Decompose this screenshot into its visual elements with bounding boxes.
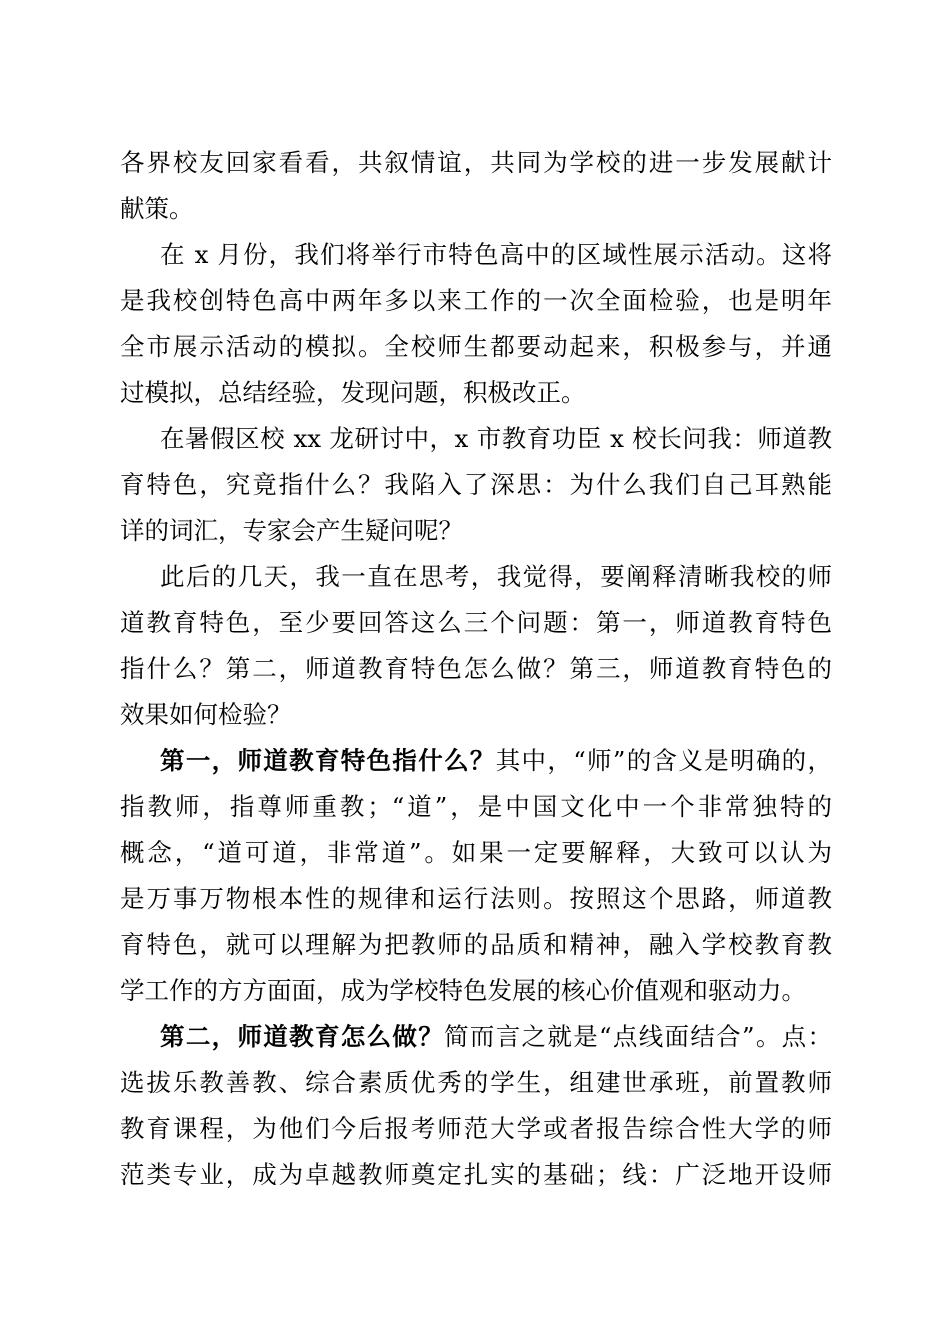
text-line: 指教师，指尊师重教；“道”，是中国文化中一个非常独特的 — [120, 792, 832, 821]
text-line: 各界校友回家看看，共叙情谊，共同为学校的进一步发展献计 — [120, 148, 832, 177]
paragraph-3 — [120, 416, 832, 554]
text-line: 范类专业，成为卓越教师奠定扎实的基础；线：广泛地开设师 — [120, 1160, 832, 1189]
text-line: 道教育特色，至少要回答这么三个问题：第一，师道教育特色 — [120, 608, 832, 637]
text-line: 在暑假区校 xx 龙研讨中，x 市教育功臣 x 校长问我：师道教 — [160, 424, 832, 453]
text-line: 教育课程，为他们今后报考师范大学或者报告综合性大学的师 — [120, 1114, 832, 1143]
paragraph-6 — [120, 1014, 832, 1198]
paragraph-4 — [120, 554, 832, 738]
text-line — [120, 738, 832, 784]
paragraph-1 — [120, 140, 832, 232]
text-line: 学工作的方方面面，成为学校特色发展的核心价值观和驱动力。 — [120, 976, 806, 1005]
text-run: 简而言之就是“点线面结合”。点： — [444, 1022, 832, 1051]
text-line: 概念，“道可道，非常道”。如果一定要解释，大致可以认为 — [120, 838, 832, 867]
text-line — [120, 1014, 832, 1060]
text-line: 全市展示活动的模拟。全校师生都要动起来，积极参与，并通 — [120, 332, 832, 361]
text-line: 献策。 — [120, 194, 194, 223]
text-run: 其中，“师”的含义是明确的， — [495, 746, 832, 775]
text-line: 育特色，就可以理解为把教师的品质和精神，融入学校教育教 — [120, 930, 832, 959]
text-line: 效果如何检验？ — [120, 700, 292, 729]
paragraph-lead: 第二，师道教育怎么做？ — [160, 1022, 445, 1051]
text-line: 是我校创特色高中两年多以来工作的一次全面检验，也是明年 — [120, 286, 832, 315]
text-line: 指什么？第二，师道教育特色怎么做？第三，师道教育特色的 — [120, 654, 832, 683]
text-line: 此后的几天，我一直在思考，我觉得，要阐释清晰我校的师 — [160, 562, 832, 591]
text-line: 是万事万物根本性的规律和运行法则。按照这个思路，师道教 — [120, 884, 832, 913]
text-line: 详的词汇，专家会产生疑问呢？ — [120, 516, 463, 545]
text-line: 在 x 月份，我们将举行市特色高中的区域性展示活动。这将 — [160, 240, 832, 269]
paragraph-2 — [120, 232, 832, 416]
document-body — [120, 140, 832, 1198]
text-line: 选拔乐教善教、综合素质优秀的学生，组建世承班，前置教师 — [120, 1068, 832, 1097]
paragraph-lead: 第一，师道教育特色指什么？ — [160, 746, 496, 775]
text-line: 育特色，究竟指什么？我陷入了深思：为什么我们自己耳熟能 — [120, 470, 832, 499]
text-line: 过模拟，总结经验，发现问题，积极改正。 — [120, 378, 586, 407]
paragraph-5 — [120, 738, 832, 1014]
